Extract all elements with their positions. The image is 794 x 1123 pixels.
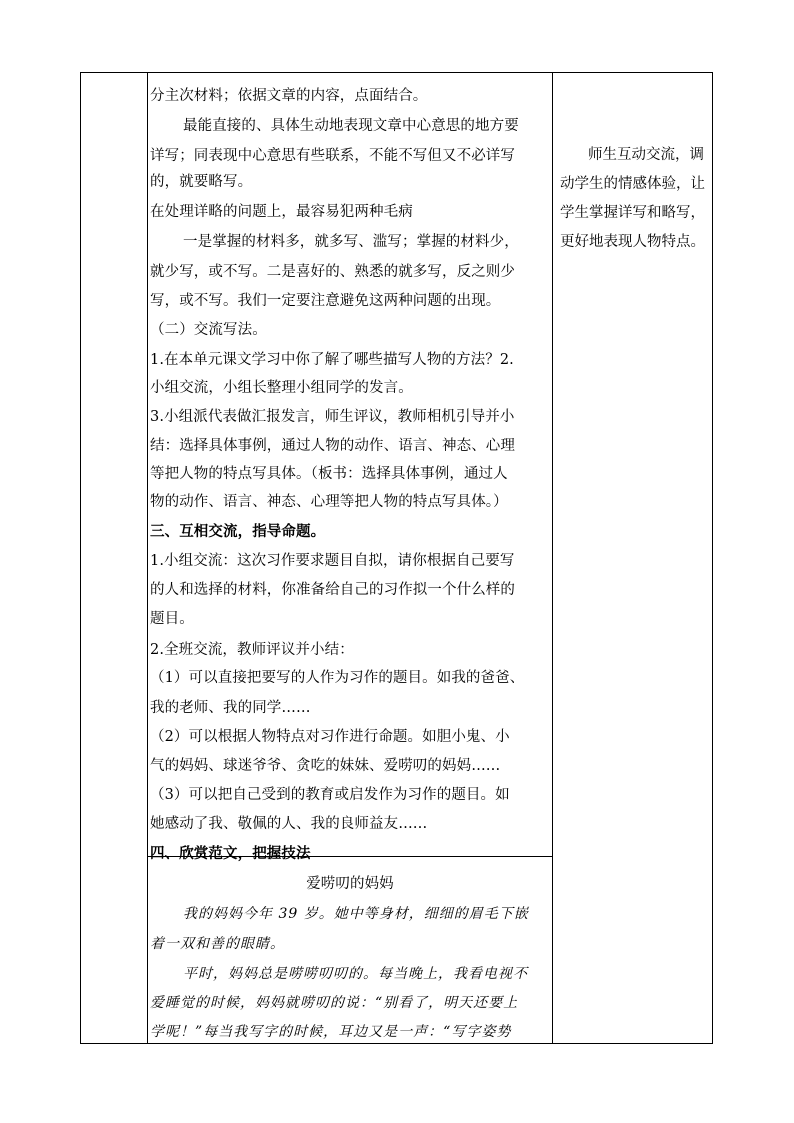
- essay-line: 爱睡觉的时候，妈妈就唠叨的说：“别看了，明天还要上: [150, 995, 519, 1011]
- text-line: （3）可以把自己受到的教育或启发作为习作的题目。如: [150, 787, 510, 803]
- text-line: （二）交流写法。: [150, 322, 267, 338]
- side-note: [560, 141, 712, 257]
- essay-line: 平时，妈妈总是唠唠叨叨的。每当晚上，我看电视不: [183, 966, 528, 982]
- text-line: 气的妈妈、球迷爷爷、贪吃的妹妹、爱唠叨的妈妈……: [150, 758, 501, 774]
- essay-line: 着一双和善的眼睛。: [150, 936, 285, 952]
- essay-title: 爱唠叨的妈妈: [306, 876, 394, 892]
- essay-line: 学呢！”每当我写字的时候，耳边又是一声：“写字姿势: [150, 1024, 512, 1040]
- side-note-line: 学生掌握详写和略写，: [560, 205, 705, 221]
- text-line: 最能直接的、具体生动地表现文章中心意思的地方要: [183, 118, 519, 134]
- text-line: 的，就要略写。: [150, 174, 253, 190]
- text-line: 一是掌握的材料多，就多写、滥写；掌握的材料少，: [183, 234, 519, 250]
- section-heading: 三、互相交流，指导命题。: [150, 523, 326, 540]
- text-line: 物的动作、语言、神态、心理等把人物的特点写具体。）: [150, 494, 508, 510]
- column-divider-left: [147, 73, 148, 1043]
- text-line: 分主次材料；依据文章的内容，点面结合。: [150, 88, 428, 104]
- text-line: 1.小组交流：这次习作要求题目自拟，请你根据自己要写: [150, 553, 515, 569]
- text-line: （2）可以根据人物特点对习作进行命题。如胆小鬼、小: [150, 729, 510, 745]
- text-line: 3.小组派代表做汇报发言，师生评议，教师相机引导并小: [150, 409, 515, 425]
- side-note-line: 师生互动交流，调: [588, 147, 704, 163]
- text-line: 1.在本单元课文学习中你了解了哪些描写人物的方法？2.: [150, 352, 514, 368]
- text-line: 详写；同表现中心意思有些联系，不能不写但又不必详写: [150, 148, 515, 164]
- text-line: 我的老师、我的同学……: [150, 700, 311, 716]
- text-line: 2.全班交流，教师评议并小结：: [150, 642, 354, 658]
- column-divider-right: [552, 73, 553, 1043]
- side-note-line: 动学生的情感体验，让: [560, 176, 705, 192]
- text-line: 结：选择具体事例，通过人物的动作、语言、神态、心理: [150, 438, 515, 454]
- text-line: 就少写，或不写。二是喜好的、熟悉的就多写，反之则少: [150, 264, 515, 280]
- text-line: 小组交流，小组长整理小组同学的发言。: [150, 380, 413, 396]
- section-heading: 四、欣赏范文，把握技法: [150, 845, 311, 862]
- text-line: 的人和选择的材料，你准备给自己的习作拟一个什么样的: [150, 582, 515, 598]
- text-line: 题目。: [150, 611, 194, 627]
- text-line: 在处理详略的问题上，最容易犯两种毛病: [150, 204, 413, 220]
- text-line: 她感动了我、敬佩的人、我的良师益友……: [150, 816, 428, 832]
- essay-line: 我的妈妈今年 39 岁。她中等身材，细细的眉毛下嵌: [183, 906, 529, 922]
- text-line: （1）可以直接把要写的人作为习作的题目。如我的爸爸、: [150, 670, 525, 686]
- text-line: 写，或不写。我们一定要注意避免这两种问题的出现。: [150, 293, 501, 309]
- text-line: 等把人物的特点写具体。（板书：选择具体事例，通过人: [150, 466, 508, 482]
- side-note-line: 更好地表现人物特点。: [560, 234, 705, 250]
